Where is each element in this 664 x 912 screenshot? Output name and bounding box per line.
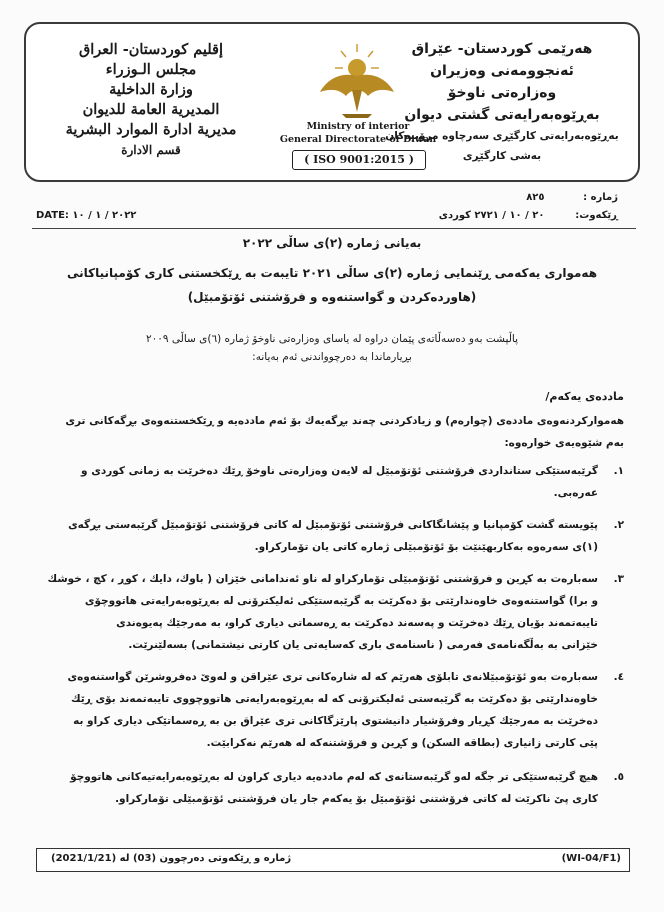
kurdish-line: وەزارەتی ناوخۆ [447,85,557,101]
directorate-name: General Directorate of Diwan [279,134,437,145]
preamble-line: بڕیارماندا بە دەرچوواندنی ئەم بەیانە: [252,351,412,363]
gregorian-date: DATE: ٢٠٢٢ / ١ / ١٠ [36,210,137,221]
article-item [38,766,624,810]
article-item [38,460,624,504]
arabic-line: قسم الادارة [121,143,181,157]
document-number [526,192,618,203]
item-text [38,766,598,810]
item-text [38,568,598,656]
item-line: خاوەندارێتی بۆ دەكرێت بە گرێبەستی ئەلیكترۆنی كە لە بەڕێوەبەرایەتی هاتووچووی تایبەتمەند بۆی ڕێك [71,693,598,705]
kurdish-line: ئەنجوومەنی وەزیران [430,63,574,79]
kurdistan-emblem [302,32,412,122]
item-line: هیچ گرێبەستێكی تر جگە لەو گرێبەستانەی كە لەم ماددەیە دیاری كراون لە بەڕێوەبەرایەتیەكانی هاتووچۆ [70,771,598,783]
arabic-line: وزارة الداخلية [109,81,193,98]
form-code: (WI-04/F1) [561,853,621,864]
item-number: ٤. [613,671,624,683]
footer-bar [36,848,630,872]
ministry-english [270,120,446,146]
intro-line: بەم شێوەیەی خوارەوە: [504,437,624,449]
section-heading: ماددەی یەكەم/ [545,390,624,403]
item-text [38,666,598,754]
number-value: ٨٢٥ [526,192,545,203]
item-number: ٢. [613,519,624,531]
issue-reference: ژمارە و ڕێكەوتی دەرچوون (03) لە (2021/1/21) [51,853,292,864]
item-line: و برا) گواستنەوەی خاوەندارێتی بۆ دەكرێت بە گرێبەستێكی ئەلیكترۆنی لە بەڕێوەبەرایەتی هاتووچۆی [84,595,598,607]
letterhead-arabic [46,40,256,160]
ministry-name: Ministry of interior [306,121,410,132]
statement-subtitle-2: (هاوردەكردن و گواستنەوە و فرۆشتنی ئۆتۆمبێل) [187,290,477,304]
arabic-line: إقليم كوردستان- العراق [78,41,224,58]
iso-badge: ( ISO 9001:2015 ) [292,150,426,170]
letterhead-kurdish [378,38,626,166]
item-text [38,460,598,504]
document-date [439,210,618,221]
article-item [38,666,624,754]
preamble [60,330,604,366]
item-line: عەرەبی. [553,487,598,499]
item-line: دەخرێت بە مەرجێك كڕیار وفرۆشیار دانیشتوی پارێزگاكانی تری عێراق بن بە ڕەسماتێكی دیاری كراو بە [73,715,598,727]
arabic-line: مجلس الـوزراء [105,61,197,78]
eagle-emblem-icon [302,32,412,122]
item-line: خێزانی بە بەڵگەنامەی فەرمی ( ناسنامەی باری كەسایەتی یان كارتی نیشتمانی) بسەلێنرێت. [128,639,598,651]
item-number: ١. [613,465,624,477]
item-line: تایبەتمەند بۆیان ڕێك دەخرێت و پەسەند دەكرێت بە ڕەسماتی دیاری كراو، بە مەرجێك پەیوەندی [116,617,598,629]
arabic-line: مديرية ادارة الموارد البشرية [65,121,237,138]
preamble-line: پاڵپشت بەو دەسەڵاتەی پێمان دراوە لە یاسای وەزارەتی ناوخۆ ژمارە (٦)ی ساڵی ٢٠٠٩ [145,333,519,345]
item-text [38,514,598,558]
item-line: سەبارەت بەو ئۆتۆمبێلانەی تابلۆی هەرێم كە لە شارەكانی تری عێراقن و لەوێ دەفروشرێن گواستنەوەی [67,671,598,683]
item-line: پێویستە گشت كۆمپانیا و پێشانگاكانی فرۆشتنی ئۆتۆمبێل لە كاتی فرۆشتنی ئۆتۆمبێل گرێبەستی بڕگەی [68,519,598,531]
article-item [38,514,624,558]
item-line: سەبارەت بە كڕین و فرۆشتنی ئۆتۆمبێلی تۆماركراو لە ناو ئەندامانی خێزان ( باوك، دایك ، كوڕ ، كچ ، خوشك [47,573,598,585]
letterhead [24,22,640,182]
intro-line: هەمواركردنەوەی ماددەی (چوارەم) و زیادكردنی چەند بڕگەیەك بۆ ئەم ماددەیە و ڕێكخستنەوەی بڕگەكانی تری [65,415,624,427]
statement-title: بەیانی ژمارە (٢)ی ساڵی ٢٠٢٢ [242,236,422,250]
statement-subtitle: هەمواری یەكەمی ڕێنمایی ژمارە (٢)ی ساڵی ٢٠٢١ تایبەت بە ڕێكخستنی كاری كۆمپانیاكانی [66,266,598,280]
item-number: ٥. [613,771,624,783]
intro-paragraph [38,410,624,454]
item-number: ٣. [613,573,624,585]
kurdish-line: بەڕێوەبەرایەتی كارگێڕی سەرچاوە مرۆییەكان [385,130,619,142]
kurdish-line: بەشی كارگێڕی [462,150,542,162]
item-line: گرێبەستێكی ستانداردی فرۆشتنی ئۆتۆمبێل لە لایەن وەزارەتی ناوخۆ ڕێك دەخرێت بە زمانی كوردی و [81,465,598,477]
date-label: ڕێكەوت: [575,210,618,221]
item-line: (١)ی سەرەوە بەكاربهێنێت بۆ ئۆتۆمبێلی ژمارە كاتی یان تۆماركراو. [254,541,598,553]
number-label: ژمارە : [583,192,618,203]
article-item [38,568,624,656]
date-value: ٢٠ / ١٠ / ٢٧٢١ كوردی [438,210,545,221]
kurdish-line: هەرێمی كوردستان- عێراق [411,41,593,57]
item-line: پێی كارتی زانیاری (بطاقە السكن) و كڕین و فرۆشتنەكە لە هەرێم نەكرابێت. [206,737,598,749]
divider [32,228,636,229]
item-line: كاری پێ ناكرێت لە كاتی فرۆشتنی ئۆتۆمبێل بۆ یەكەم جار یان فرۆشتنی ئۆتۆمبێلی تۆماركراو. [115,793,598,805]
kurdish-line: بەڕێوەبەرایەتی گشتی دیوان [404,107,600,123]
arabic-line: المديرية العامة للديوان [82,101,220,118]
